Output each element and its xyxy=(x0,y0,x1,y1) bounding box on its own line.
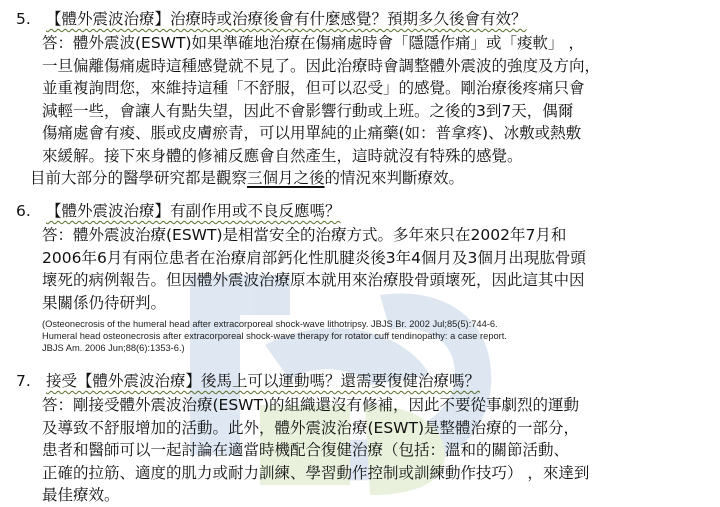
answer-line: 2006年6月有兩位患者在治療肩部鈣化性肌腱炎後3年4個月及3個月出現肱骨頭 xyxy=(42,248,586,267)
answer-line: 減輕一些，會讓人有點失望，因此不會影響行動或上班。之後的3到7天，偶爾 xyxy=(42,101,574,120)
answer-line: 正確的拉筋、適度的肌力或耐力訓練、學習動作控制或訓練動作技巧） ，來達到 xyxy=(42,463,590,482)
answer-line: 答：體外震波治療(ESWT)是相當安全的治療方式。多年來只在2002年7月和 xyxy=(42,226,567,244)
answer-line: 傷痛處會有痠、脹或皮膚瘀青，可以用單純的止痛藥(如：普拿疼)、冰敷或熱敷 xyxy=(42,124,582,142)
question-heading xyxy=(0,8,720,30)
answer-line: 答：剛接受體外震波治療(ESWT)的組織還沒有修補，因此不要從事劇烈的運動 xyxy=(42,396,580,414)
question-number: 5. xyxy=(16,10,31,28)
question-text: 接受【體外震波治療】後馬上可以運動嗎？還需要復健治療嗎？ xyxy=(46,372,481,390)
faq-item-6 xyxy=(0,200,720,354)
question-heading xyxy=(0,200,720,222)
conclusion-text: 目前大部分的醫學研究都是觀察 xyxy=(30,169,248,187)
answer-line: 患者和醫師可以一起討論在適當時機配合復健治療（包括：溫和的關節活動、 xyxy=(42,441,570,459)
answer-line: 及導致不舒服增加的活動。此外，體外震波治療(ESWT)是整體治療的一部分， xyxy=(42,418,580,437)
answer-line: 壞死的病例報告。但因體外震波治療原本就用來治療股骨頭壞死，因此這其中因 xyxy=(42,271,585,289)
reference-line: JBJS Am. 2006 Jun;88(6):1353-6.) xyxy=(42,343,185,353)
answer-block xyxy=(42,394,702,507)
answer-block xyxy=(42,32,702,167)
answer-line: 並重複詢問您，來維持這種「不舒服，但可以忍受」的感覺。剛治療後疼痛只會 xyxy=(42,79,585,97)
question-number: 6. xyxy=(16,202,31,220)
question-text: 【體外震波治療】治療時或治療後會有什麼感覺？預期多久後會有效？ xyxy=(46,10,527,28)
references xyxy=(42,318,720,354)
answer-line xyxy=(30,167,690,190)
answer-line: 答：體外震波(ESWT)如果準確地治療在傷痛處時會「隱隱作痛」或「痠軟」 ， xyxy=(42,34,584,52)
reference-line: (Osteonecrosis of the humeral head after extracorporeal shock-wave lithotripsy. JBJS Br. 2002 Jul;85(5):744-6. xyxy=(42,319,498,329)
question-heading xyxy=(0,370,720,392)
faq-item-7 xyxy=(0,370,720,507)
answer-line: 最佳療效。 xyxy=(42,486,120,504)
highlighted-duration: 三個月之後 xyxy=(247,169,325,187)
answer-conclusion xyxy=(30,167,690,190)
question-number: 7. xyxy=(16,372,31,390)
question-text: 【體外震波治療】有副作用或不良反應嗎？ xyxy=(46,202,341,220)
faq-item-5 xyxy=(0,8,720,190)
conclusion-text-end: 的情況來判斷療效。 xyxy=(324,169,465,187)
answer-line: 果關係仍待研判。 xyxy=(42,293,167,312)
answer-line: 一旦偏離傷痛處時這種感覺就不見了。因此治療時會調整體外震波的強度及方向， xyxy=(42,56,601,75)
reference-line: Humeral head osteonecrosis after extracorporeal shock-wave therapy for rotator cuff tendinopathy: a case report. xyxy=(42,331,507,341)
answer-line: 來緩解。接下來身體的修補反應會自然產生，這時就沒有特殊的感覺。 xyxy=(42,146,523,165)
answer-block xyxy=(42,224,702,314)
